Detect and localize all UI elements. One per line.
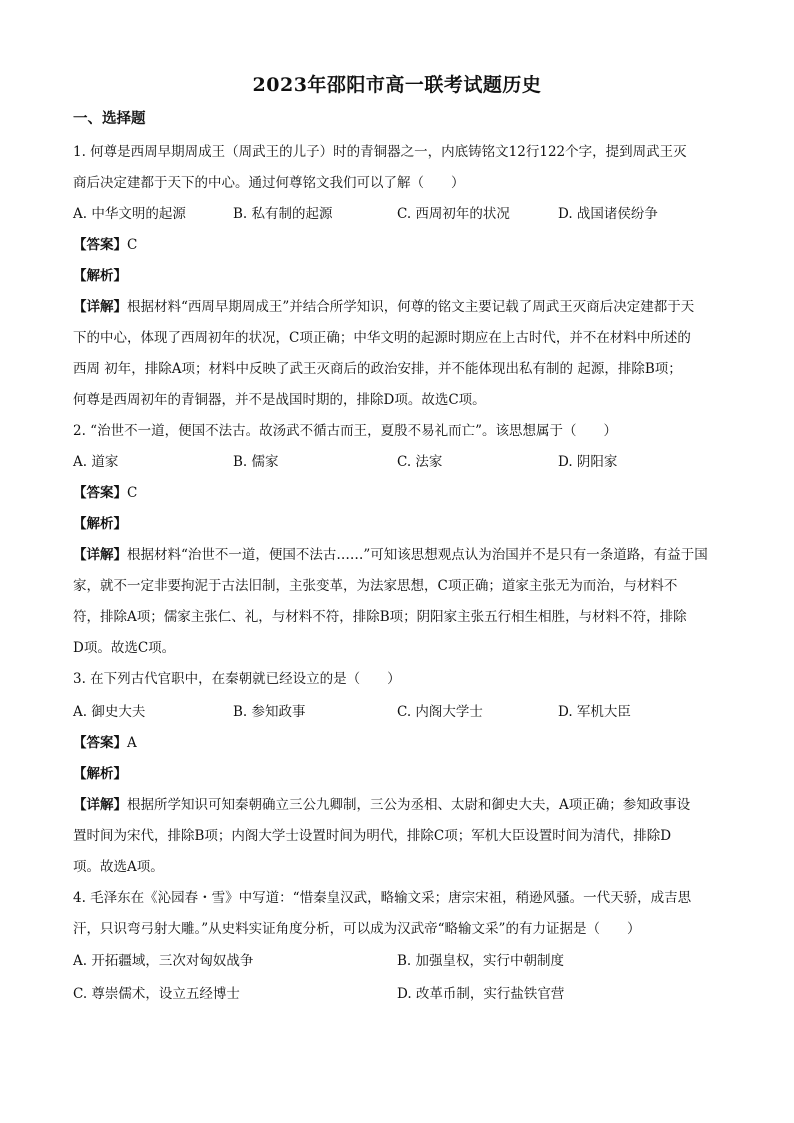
q3-option-b: B. 参知政事 <box>233 704 306 720</box>
q3-option-c: C. 内阁大学士 <box>397 704 483 720</box>
q2-option-b: B. 儒家 <box>233 454 279 470</box>
q1-analysis-tag: 【解析】 <box>73 268 127 284</box>
q2-option-a: A. 道家 <box>73 454 119 470</box>
q2-detail-line-3: 符，排除A项；儒家主张仁、礼，与材料不符，排除B项；阴阳家主张五行相生相胜，与材料不符，排除 <box>73 609 687 625</box>
answer-value: A <box>127 735 137 751</box>
q1-detail-line-3: 西周 初年，排除A项；材料中反映了武王灭商后的政治安排，并不能体现出私有制的 起源，排除B项； <box>73 361 682 377</box>
answer-tag: 【答案】 <box>73 735 127 751</box>
q2-detail-line-4: D项。故选C项。 <box>73 640 176 656</box>
q2-answer <box>73 484 137 502</box>
q2-detail-line-1 <box>73 546 708 564</box>
q3-answer <box>73 734 137 752</box>
q4-stem-line-2: 汗，只识弯弓射大雕。”从史料实证角度分析，可以成为汉武帝“略输文采”的有力证据是（ ） <box>73 921 641 937</box>
q3-analysis-tag: 【解析】 <box>73 766 127 782</box>
answer-tag: 【答案】 <box>73 485 127 501</box>
answer-value: C <box>127 485 138 501</box>
q3-detail-line-2: 置时间为宋代，排除B项；内阁大学士设置时间为明代，排除C项；军机大臣设置时间为清代，排除D <box>73 828 672 844</box>
q4-option-a: A. 开拓疆域，三次对匈奴战争 <box>73 953 254 969</box>
q2-option-d: D. 阴阳家 <box>558 454 618 470</box>
detail-tag: 【详解】 <box>73 547 127 563</box>
section-heading: 一、选择题 <box>73 110 146 127</box>
q2-analysis-tag: 【解析】 <box>73 516 127 532</box>
q1-answer <box>73 236 137 254</box>
q3-option-d: D. 军机大臣 <box>558 704 631 720</box>
q3-detail-line-3: 项。故选A项。 <box>73 859 164 875</box>
answer-value: C <box>127 237 138 253</box>
page-title: 2023年邵阳市高一联考试题历史 <box>252 74 542 96</box>
q2-option-c: C. 法家 <box>397 454 443 470</box>
q3-option-a: A. 御史大夫 <box>73 704 146 720</box>
q1-option-d: D. 战国诸侯纷争 <box>558 206 658 222</box>
q2-detail-line-2: 家，就不一定非要拘泥于古法旧制，主张变革，为法家思想，C项正确；道家主张无为而治，与材料不 <box>73 578 678 594</box>
detail-tag: 【详解】 <box>73 299 127 315</box>
q1-option-a: A. 中华文明的起源 <box>73 206 186 222</box>
q3-detail-line-1 <box>73 796 690 814</box>
detail-text: 根据所学知识可知秦朝确立三公九卿制，三公为丞相、太尉和御史大夫，A项正确；参知政事设 <box>127 797 691 813</box>
q4-option-c: C. 尊崇儒术，设立五经博士 <box>73 986 240 1002</box>
q1-detail-line-1 <box>73 298 694 316</box>
detail-text: 根据材料“治世不一道，便国不法古……”可知该思想观点认为治国并不是只有一条道路，有益于国 <box>127 547 708 563</box>
q1-detail-line-4: 何尊是西周初年的青铜器，并不是战国时期的，排除D项。故选C项。 <box>73 392 486 408</box>
q1-detail-line-2: 下的中心，体现了西周初年的状况，C项正确；中华文明的起源时期应在上古时代，并不在材料中所述的 <box>73 330 691 346</box>
detail-text: 根据材料“西周早期周成王”并结合所学知识，何尊的铭文主要记载了周武王灭商后决定建都于天 <box>127 299 695 315</box>
q4-stem-line-1: 4. 毛泽东在《沁园春・雪》中写道：“惜秦皇汉武，略输文采；唐宗宋祖，稍逊风骚。一代天骄，成吉思 <box>73 890 692 906</box>
q2-stem-line-1: 2. “治世不一道，便国不法古。故汤武不循古而王，夏殷不易礼而亡”。该思想属于（ ） <box>73 423 617 439</box>
q4-option-d: D. 改革币制，实行盐铁官营 <box>397 986 565 1002</box>
q3-stem-line-1: 3. 在下列古代官职中，在秦朝就已经设立的是（ ） <box>73 671 401 687</box>
q1-stem-line-1: 1. 何尊是西周早期周成王（周武王的儿子）时的青铜器之一，内底铸铭文12行122个字，提到周武王灭 <box>73 144 687 160</box>
q4-option-b: B. 加强皇权，实行中朝制度 <box>397 953 565 969</box>
answer-tag: 【答案】 <box>73 237 127 253</box>
detail-tag: 【详解】 <box>73 797 127 813</box>
q1-option-b: B. 私有制的起源 <box>233 206 333 222</box>
q1-option-c: C. 西周初年的状况 <box>397 206 510 222</box>
q1-stem-line-2: 商后决定建都于天下的中心。通过何尊铭文我们可以了解（ ） <box>73 175 465 191</box>
